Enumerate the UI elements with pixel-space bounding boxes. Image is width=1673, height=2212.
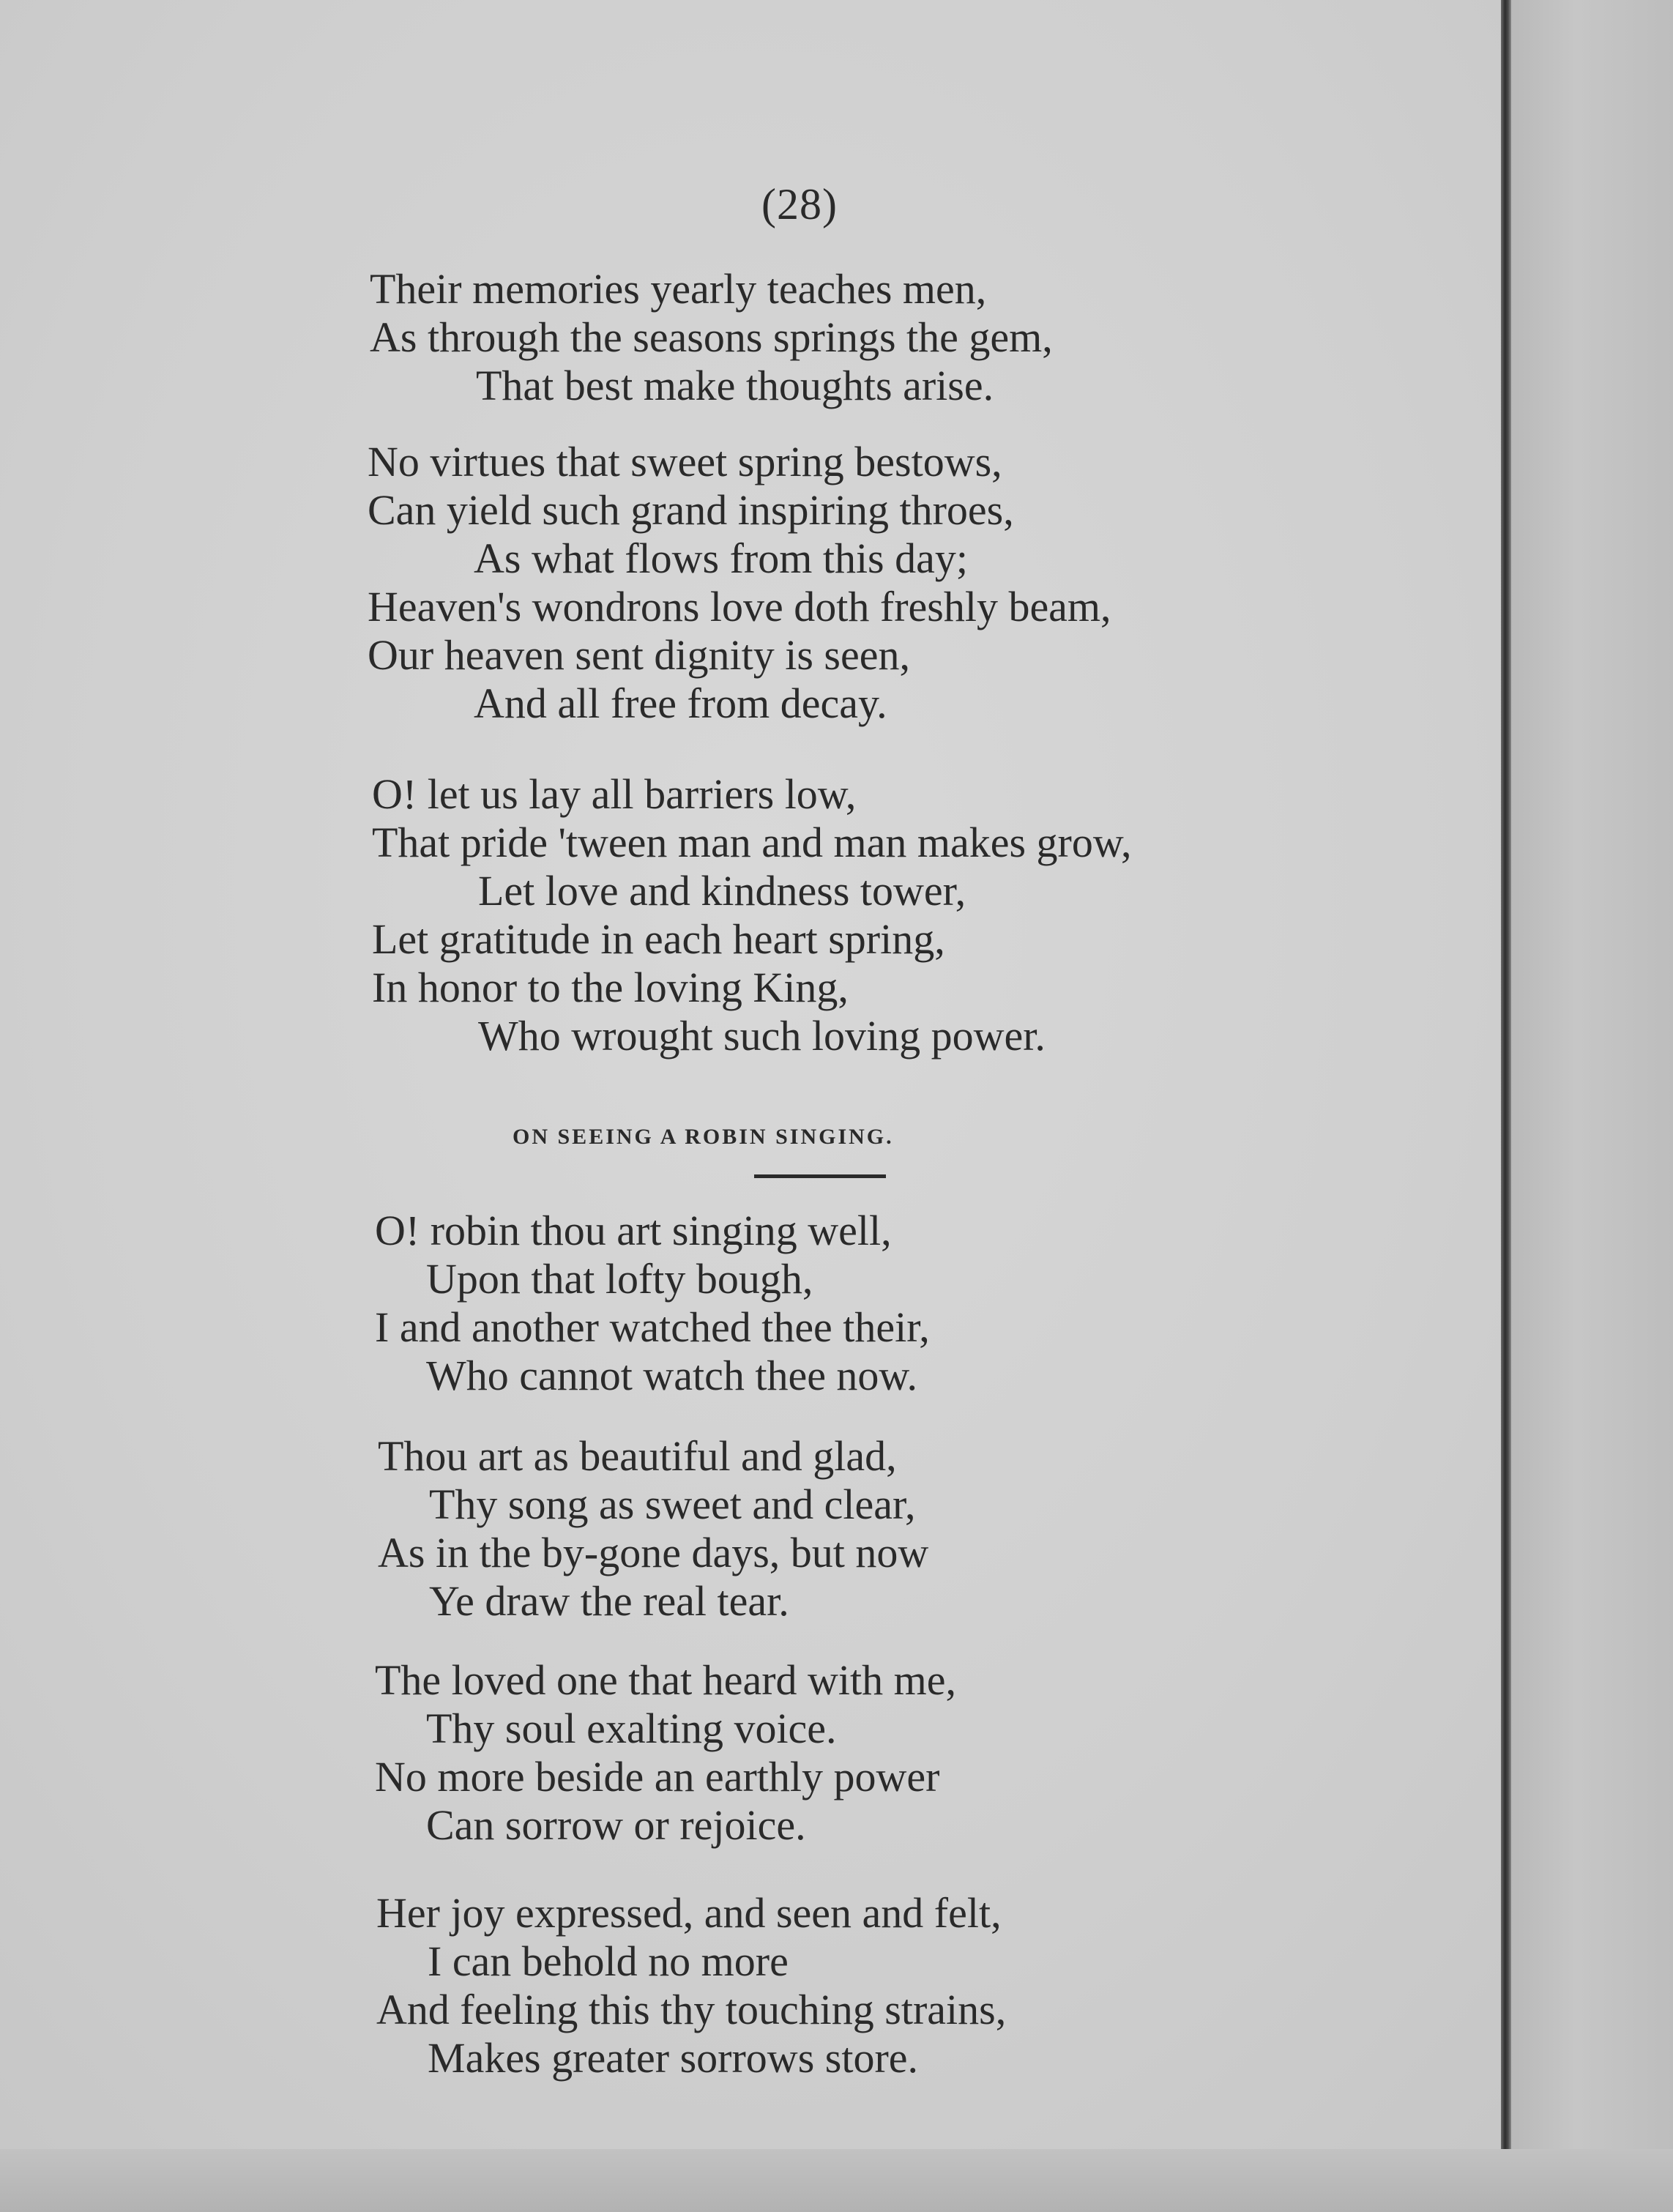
poem-line: Her joy expressed, and seen and felt, <box>376 1889 1002 1937</box>
poem2-stanza-3 <box>375 1656 956 1850</box>
poem-line: As what flows from this day; <box>474 535 968 582</box>
poem1-stanza-1 <box>370 265 1053 410</box>
poem-line: And all free from decay. <box>474 679 887 727</box>
poem-line: In honor to the loving King, <box>372 964 849 1011</box>
poem-line: And feeling this thy touching strains, <box>376 1986 1007 2033</box>
poem-line: Who cannot watch thee now. <box>426 1352 918 1399</box>
page-fold-line <box>1501 0 1511 2212</box>
poem-line: That best make thoughts arise. <box>476 362 994 409</box>
poem-line: O! robin thou art singing well, <box>375 1207 892 1254</box>
poem2-stanza-1 <box>375 1207 930 1400</box>
poem-line: Heaven's wondrons love doth freshly beam, <box>368 583 1111 630</box>
poem-line: Let love and kindness tower, <box>478 867 966 915</box>
poem-line: Can sorrow or rejoice. <box>426 1801 806 1849</box>
poem2-stanza-4 <box>376 1889 1006 2082</box>
poem-line: As through the seasons springs the gem, <box>370 313 1053 361</box>
poem1-stanza-2 <box>368 438 1111 728</box>
page-number: (28) <box>761 180 838 228</box>
poem-line: Thy soul exalting voice. <box>426 1705 837 1752</box>
poem-line: Our heaven sent dignity is seen, <box>368 631 910 679</box>
poem-line: Thou art as beautiful and glad, <box>378 1432 897 1480</box>
poem-line: Ye draw the real tear. <box>429 1577 789 1625</box>
poem-line: Can yield such grand inspiring throes, <box>368 486 1014 534</box>
poem1-stanza-3 <box>372 770 1131 1060</box>
poem-line: The loved one that heard with me, <box>375 1656 957 1704</box>
poem-line: O! let us lay all barriers low, <box>372 770 857 818</box>
poem-line: Thy song as sweet and clear, <box>429 1481 916 1528</box>
poem-line: No more beside an earthly power <box>375 1753 940 1800</box>
poem-line: I can behold no more <box>428 1937 789 1985</box>
adjacent-page-strip <box>1511 0 1673 2212</box>
poem2-stanza-2 <box>378 1432 928 1626</box>
page-bottom-edge <box>0 2149 1673 2212</box>
poem-line: Who wrought such loving power. <box>478 1012 1046 1060</box>
title-rule <box>754 1174 886 1178</box>
poem-line: I and another watched thee their, <box>375 1303 930 1351</box>
poem-line: No virtues that sweet spring bestows, <box>368 438 1002 485</box>
poem-line: Let gratitude in each heart spring, <box>372 915 945 963</box>
poem-line: Their memories yearly teaches men, <box>370 265 987 313</box>
poem-line: Upon that lofty bough, <box>426 1255 813 1303</box>
poem-line: Makes greater sorrows store. <box>428 2034 919 2082</box>
poem-title: ON SEEING A ROBIN SINGING. <box>513 1125 894 1149</box>
poem-line: That pride 'tween man and man makes grow, <box>372 819 1132 866</box>
poem-line: As in the by-gone days, but now <box>378 1529 929 1576</box>
